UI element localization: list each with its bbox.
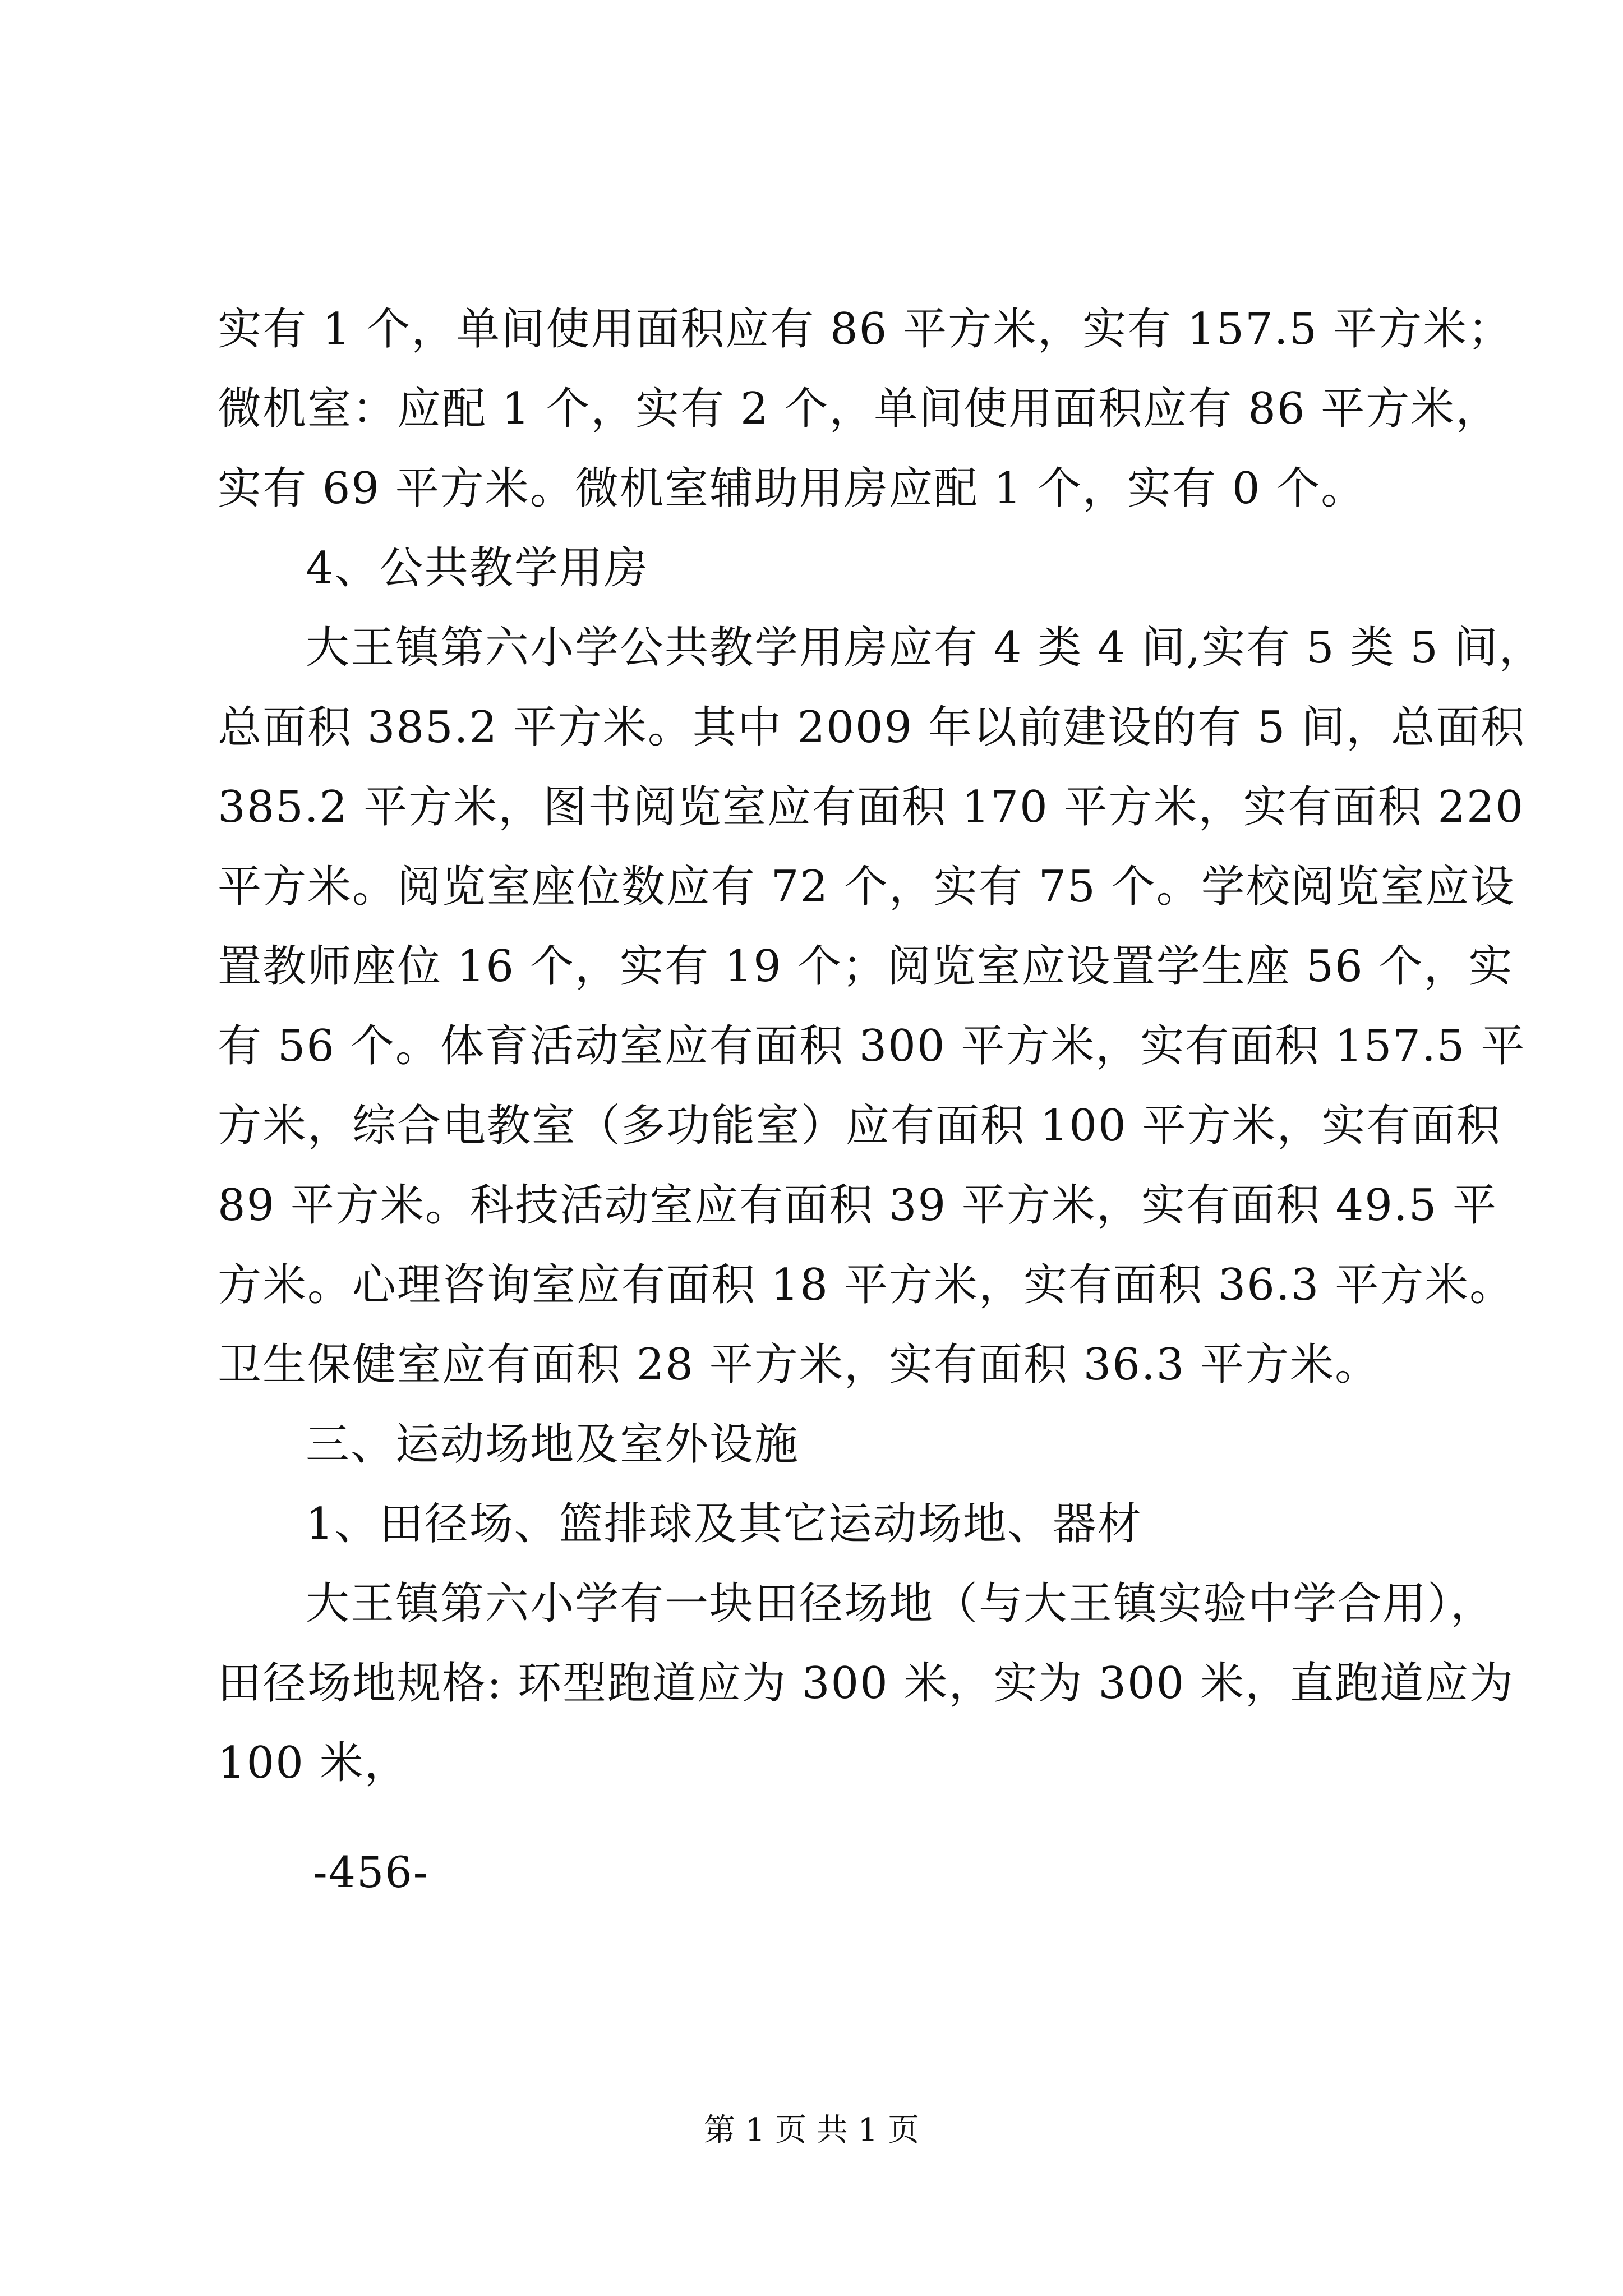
page-number-marker: -456- bbox=[313, 1847, 429, 1897]
text-line-5: 大王镇第六小学公共教学用房应有 4 类 4 间,实有 5 类 5 间， bbox=[306, 623, 1544, 673]
section-heading-4: 4、公共教学用房 bbox=[306, 543, 649, 593]
text-line-17: 大王镇第六小学有一块田径场地（与大王镇实验中学合用）， bbox=[306, 1579, 1496, 1629]
text-line-9: 置教师座位 16 个，实有 19 个；阅览室应设置学生座 56 个，实 bbox=[218, 941, 1514, 992]
text-line-10: 有 56 个。体育活动室应有面积 300 平方米，实有面积 157.5 平 bbox=[218, 1021, 1526, 1071]
subsection-heading-1: 1、田径场、篮排球及其它运动场地、器材 bbox=[306, 1499, 1142, 1549]
page-footer: 第 1 页 共 1 页 bbox=[703, 2112, 920, 2148]
text-line-6: 总面积 385.2 平方米。其中 2009 年以前建设的有 5 间，总面积 bbox=[218, 702, 1526, 753]
text-line-8: 平方米。阅览室座位数应有 72 个，实有 75 个。学校阅览室应设 bbox=[218, 862, 1515, 912]
text-line-12: 89 平方米。科技活动室应有面积 39 平方米，实有面积 49.5 平 bbox=[218, 1180, 1498, 1231]
text-line-2: 微机室：应配 1 个，实有 2 个，单间使用面积应有 86 平方米， bbox=[218, 384, 1501, 434]
text-line-1: 实有 1 个，单间使用面积应有 86 平方米，实有 157.5 平方米； bbox=[218, 304, 1513, 355]
text-line-14: 卫生保健室应有面积 28 平方米，实有面积 36.3 平方米。 bbox=[218, 1340, 1380, 1390]
text-line-13: 方米。心理咨询室应有面积 18 平方米，实有面积 36.3 平方米。 bbox=[218, 1260, 1515, 1310]
text-line-19: 100 米， bbox=[218, 1738, 409, 1788]
text-line-7: 385.2 平方米，图书阅览室应有面积 170 平方米，实有面积 220 bbox=[218, 782, 1525, 832]
section-heading-3: 三、运动场地及室外设施 bbox=[306, 1419, 800, 1470]
text-line-18: 田径场地规格: 环型跑道应为 300 米，实为 300 米，直跑道应为 bbox=[218, 1658, 1515, 1709]
text-line-3: 实有 69 平方米。微机室辅助用房应配 1 个，实有 0 个。 bbox=[218, 463, 1366, 514]
text-line-11: 方米，综合电教室（多功能室）应有面积 100 平方米，实有面积 bbox=[218, 1101, 1501, 1151]
